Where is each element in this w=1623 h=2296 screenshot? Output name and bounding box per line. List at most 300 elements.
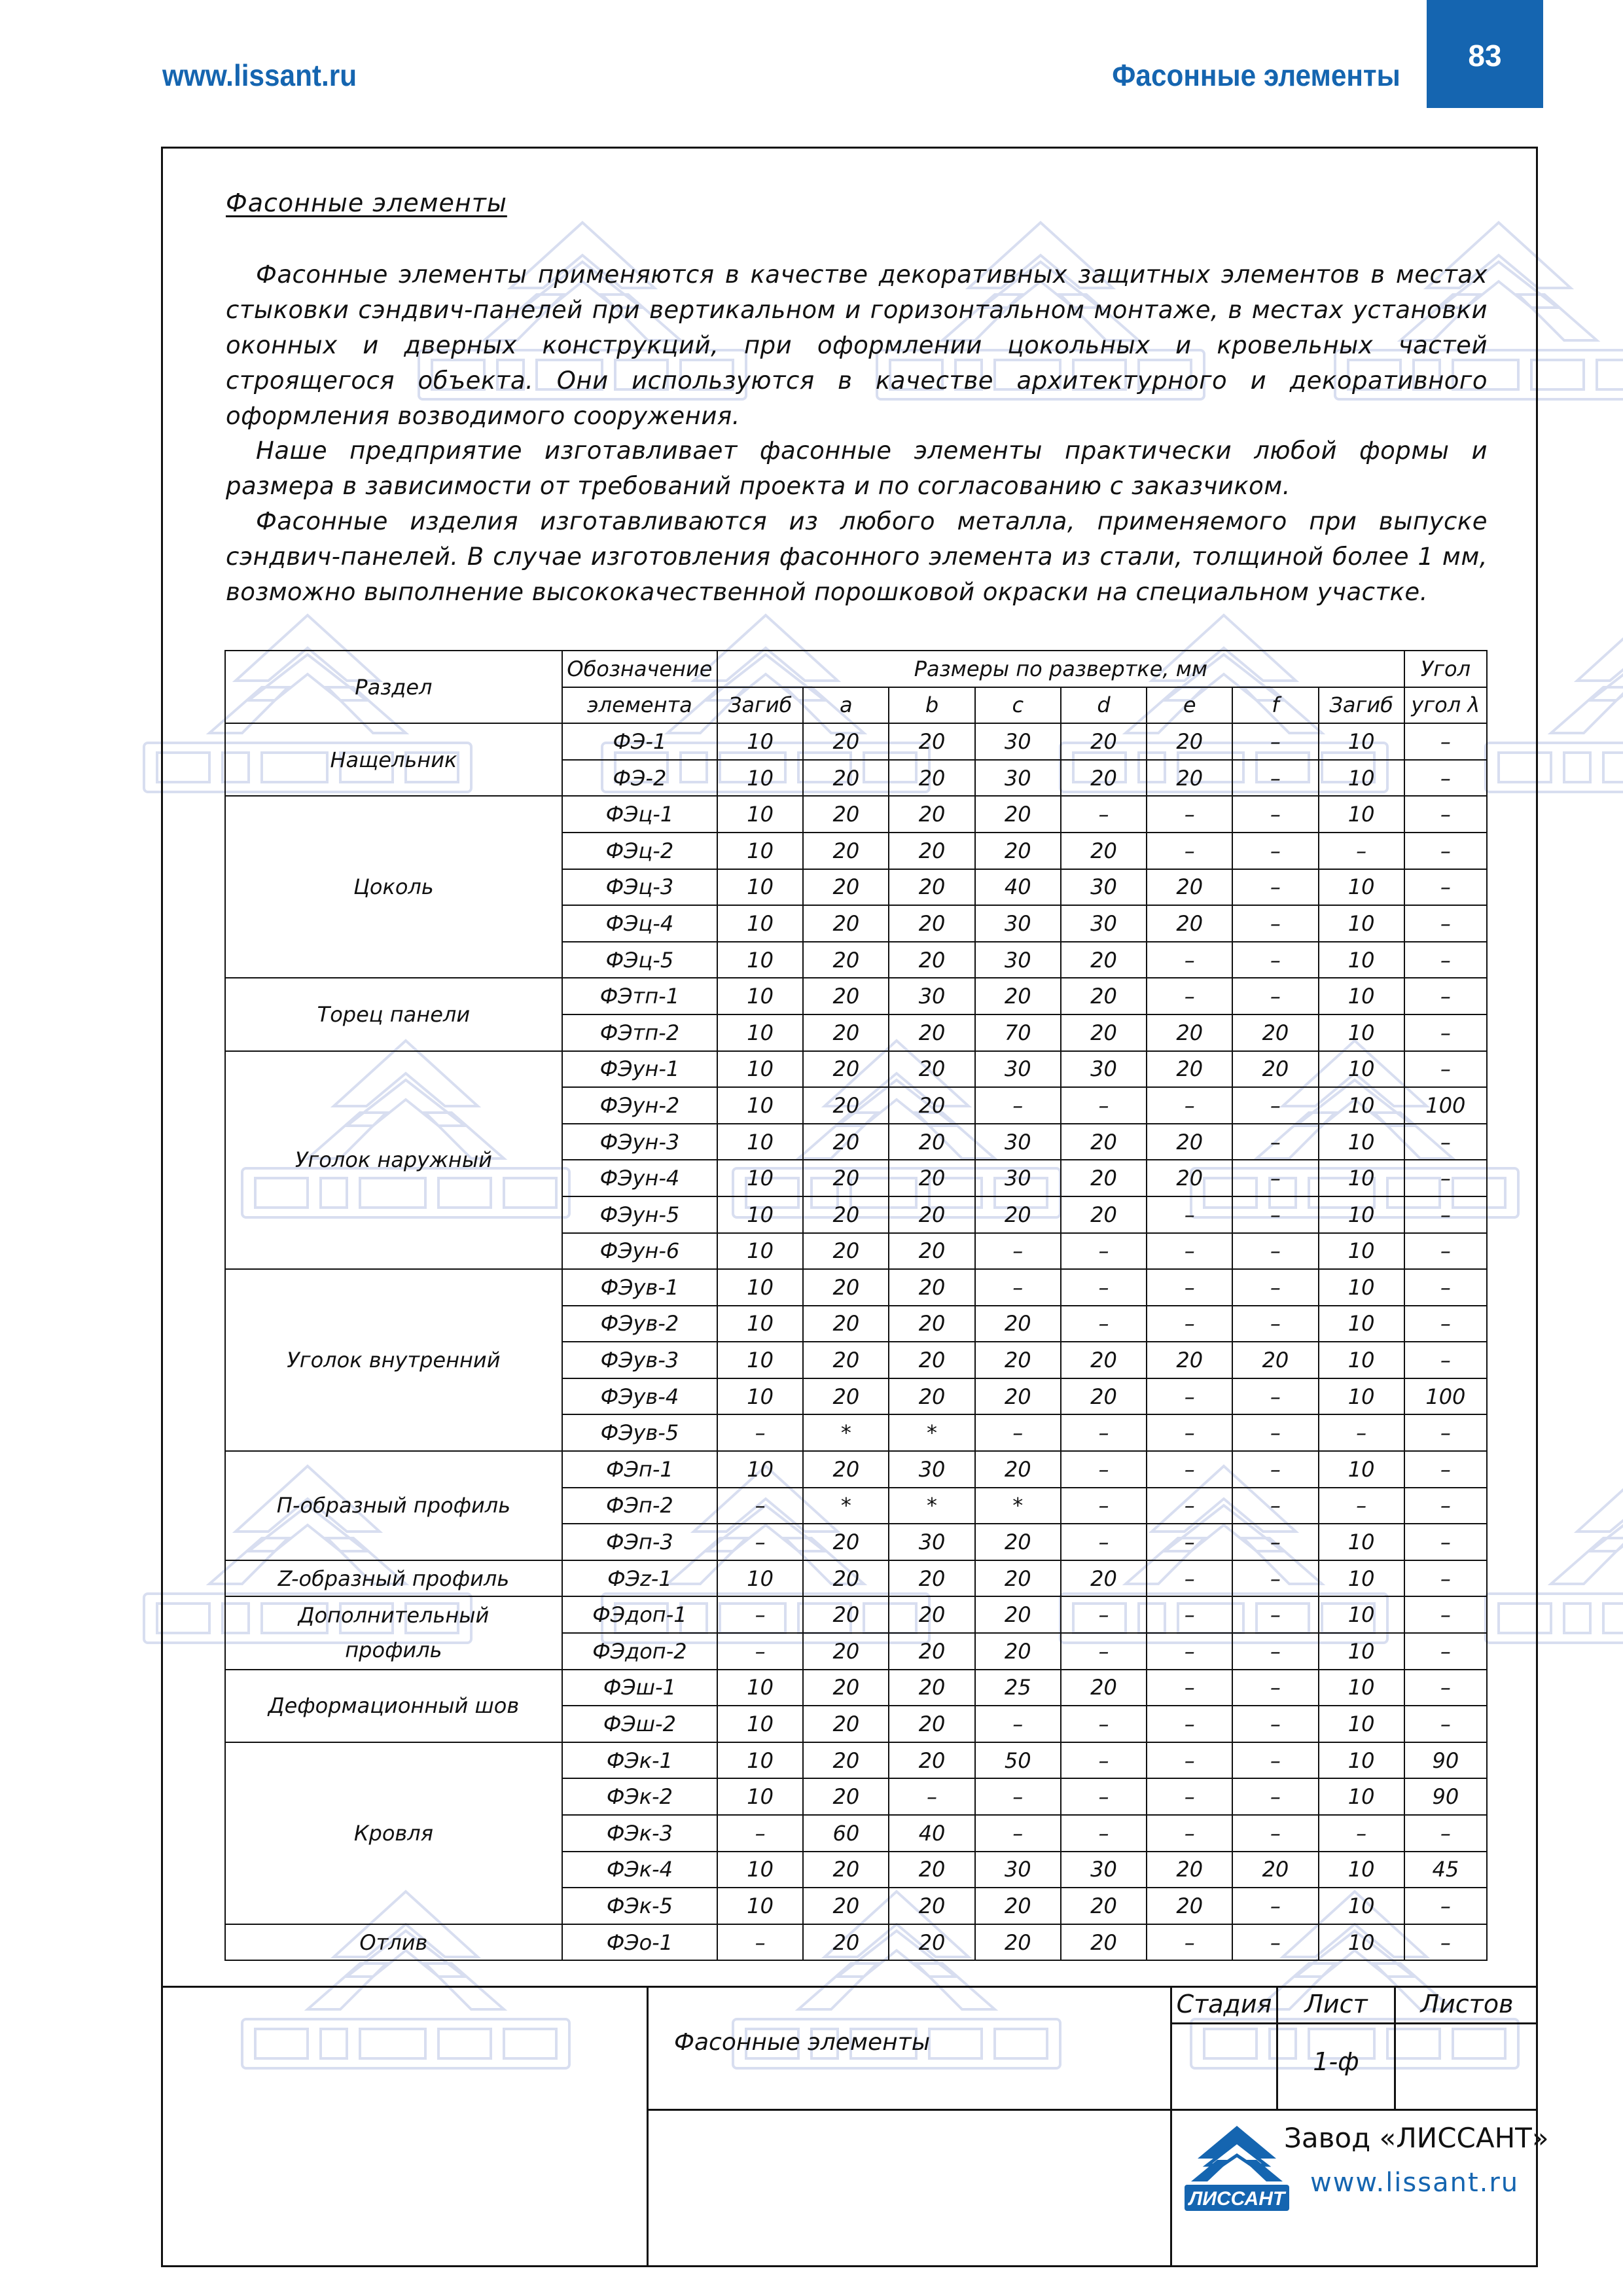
value-cell: 20 <box>1147 905 1232 942</box>
value-cell: 20 <box>889 1924 974 1961</box>
value-cell: 10 <box>717 1051 803 1088</box>
value-cell: 10 <box>717 1778 803 1815</box>
value-cell: 30 <box>975 1124 1061 1160</box>
table-row <box>225 1560 1487 1597</box>
value-cell: 20 <box>889 1342 974 1378</box>
value-cell: 20 <box>1147 1124 1232 1160</box>
value-cell: – <box>1404 1014 1487 1051</box>
value-cell: – <box>1147 978 1232 1014</box>
value-cell: 20 <box>1061 1160 1147 1196</box>
value-cell: 10 <box>717 1014 803 1051</box>
value-cell: 20 <box>889 1633 974 1670</box>
sheets-label: Листов <box>1420 1990 1514 2018</box>
value-cell: 20 <box>803 869 889 906</box>
value-cell: 10 <box>717 1560 803 1597</box>
value-cell: – <box>1232 1269 1318 1306</box>
sheet-label: Лист <box>1304 1990 1368 2018</box>
value-cell: 20 <box>889 1742 974 1779</box>
designation-cell: ФЭув-2 <box>562 1306 717 1342</box>
value-cell: 20 <box>1147 1014 1232 1051</box>
value-cell: 20 <box>975 1633 1061 1670</box>
value-cell: 10 <box>1319 942 1404 978</box>
value-cell: – <box>1232 1742 1318 1779</box>
value-cell: – <box>1404 723 1487 760</box>
value-cell: 20 <box>889 1196 974 1233</box>
value-cell: – <box>1232 1815 1318 1852</box>
value-cell: 20 <box>1061 942 1147 978</box>
subheader-cell: Загиб <box>717 687 803 724</box>
value-cell: – <box>975 1815 1061 1852</box>
value-cell: 10 <box>1319 1560 1404 1597</box>
value-cell: – <box>1061 1778 1147 1815</box>
designation-cell: ФЭун-4 <box>562 1160 717 1196</box>
value-cell: 10 <box>717 796 803 833</box>
value-cell: 20 <box>1232 1014 1318 1051</box>
value-cell: – <box>717 1414 803 1451</box>
value-cell: – <box>1319 1488 1404 1524</box>
value-cell: 20 <box>1061 833 1147 869</box>
value-cell: 30 <box>1061 905 1147 942</box>
section-cell: Нащельник <box>225 723 562 796</box>
value-cell: – <box>1147 1269 1232 1306</box>
value-cell: 20 <box>975 1524 1061 1560</box>
table-row <box>225 1742 1487 1779</box>
section-cell-line: Дополнительный <box>298 1603 490 1628</box>
value-cell: 20 <box>803 1596 889 1633</box>
value-cell: 10 <box>717 1342 803 1378</box>
value-cell: 20 <box>803 1888 889 1924</box>
subheader-cell: c <box>975 687 1061 724</box>
value-cell: 10 <box>1319 1633 1404 1670</box>
value-cell: – <box>1147 1488 1232 1524</box>
value-cell: – <box>1404 1051 1487 1088</box>
value-cell: – <box>1061 1633 1147 1670</box>
value-cell: 30 <box>975 723 1061 760</box>
value-cell: 20 <box>975 1306 1061 1342</box>
value-cell: 20 <box>803 1852 889 1888</box>
value-cell: – <box>1061 1414 1147 1451</box>
value-cell: – <box>1232 1633 1318 1670</box>
value-cell: 10 <box>1319 1160 1404 1196</box>
company-site-link[interactable]: www.lissant.ru <box>1310 2168 1520 2198</box>
value-cell: – <box>1147 1778 1232 1815</box>
value-cell: 20 <box>889 796 974 833</box>
value-cell: 20 <box>975 1342 1061 1378</box>
designation-cell: ФЭун-5 <box>562 1196 717 1233</box>
value-cell: 20 <box>803 1124 889 1160</box>
value-cell: 20 <box>803 1778 889 1815</box>
value-cell: 20 <box>803 1051 889 1088</box>
value-cell: 20 <box>1061 760 1147 797</box>
value-cell: 10 <box>1319 1196 1404 1233</box>
value-cell: 30 <box>975 760 1061 797</box>
section-cell: Торец панели <box>225 978 562 1050</box>
value-cell: 20 <box>803 760 889 797</box>
value-cell: 20 <box>975 1560 1061 1597</box>
table-row <box>225 1269 1487 1306</box>
value-cell: 30 <box>975 1160 1061 1196</box>
subheader-cell: Загиб <box>1319 687 1404 724</box>
value-cell: – <box>1147 1670 1232 1706</box>
value-cell: 10 <box>717 1269 803 1306</box>
value-cell: 20 <box>803 1706 889 1742</box>
value-cell: 30 <box>975 942 1061 978</box>
value-cell: – <box>1147 942 1232 978</box>
value-cell: 10 <box>717 905 803 942</box>
value-cell: – <box>1232 1596 1318 1633</box>
value-cell: – <box>1319 1815 1404 1852</box>
value-cell: – <box>1404 1888 1487 1924</box>
value-cell: – <box>1232 1488 1318 1524</box>
value-cell: – <box>1147 1633 1232 1670</box>
designation-cell: ФЭдоп-1 <box>562 1596 717 1633</box>
table-row <box>225 723 1487 760</box>
table-body <box>225 723 1487 1960</box>
designation-cell: ФЭп-3 <box>562 1524 717 1560</box>
value-cell: – <box>1404 1633 1487 1670</box>
value-cell: – <box>1232 1196 1318 1233</box>
value-cell: 70 <box>975 1014 1061 1051</box>
value-cell: – <box>1404 796 1487 833</box>
header-title: Фасонные элементы <box>1112 58 1400 92</box>
value-cell: 20 <box>803 1014 889 1051</box>
value-cell: 20 <box>803 942 889 978</box>
value-cell: – <box>1147 1524 1232 1560</box>
company-name: Завод «ЛИССАНТ» <box>1284 2122 1549 2154</box>
value-cell: 30 <box>1061 1852 1147 1888</box>
value-cell: – <box>717 1488 803 1524</box>
value-cell: – <box>1404 760 1487 797</box>
value-cell: 20 <box>803 1524 889 1560</box>
value-cell: 20 <box>1147 723 1232 760</box>
value-cell: 20 <box>889 905 974 942</box>
value-cell: 30 <box>1061 869 1147 906</box>
value-cell: 20 <box>803 723 889 760</box>
section-title: Фасонные элементы <box>226 188 507 217</box>
value-cell: 30 <box>889 978 974 1014</box>
value-cell: 20 <box>889 1596 974 1633</box>
value-cell: 30 <box>975 1852 1061 1888</box>
value-cell: 20 <box>1061 1196 1147 1233</box>
value-cell: 60 <box>803 1815 889 1852</box>
value-cell: 10 <box>717 1852 803 1888</box>
value-cell: 10 <box>717 869 803 906</box>
page-number: 83 <box>1468 39 1502 73</box>
value-cell: 20 <box>975 833 1061 869</box>
value-cell: 10 <box>1319 760 1404 797</box>
value-cell: – <box>717 1524 803 1560</box>
value-cell: 20 <box>889 1233 974 1270</box>
designation-cell: ФЭк-3 <box>562 1815 717 1852</box>
value-cell: – <box>1232 1378 1318 1415</box>
value-cell: – <box>1232 1414 1318 1451</box>
value-cell: 20 <box>803 1560 889 1597</box>
value-cell: – <box>1232 1087 1318 1124</box>
value-cell: 100 <box>1404 1087 1487 1124</box>
value-cell: – <box>1232 1778 1318 1815</box>
value-cell: – <box>1404 1306 1487 1342</box>
value-cell: 10 <box>717 1087 803 1124</box>
designation-cell: ФЭц-1 <box>562 796 717 833</box>
value-cell: 20 <box>1061 1378 1147 1415</box>
value-cell: – <box>975 1269 1061 1306</box>
value-cell: – <box>1404 978 1487 1014</box>
logo-text: ЛИССАНТ <box>1188 2188 1285 2210</box>
table-row <box>225 1924 1487 1961</box>
value-cell: 20 <box>975 1451 1061 1488</box>
value-cell: 20 <box>889 869 974 906</box>
value-cell: 10 <box>717 833 803 869</box>
value-cell: – <box>975 1414 1061 1451</box>
value-cell: 20 <box>975 1596 1061 1633</box>
subheader-cell: угол λ <box>1404 687 1487 724</box>
value-cell: 20 <box>803 905 889 942</box>
value-cell: – <box>1061 1596 1147 1633</box>
value-cell: – <box>1232 1888 1318 1924</box>
value-cell: 10 <box>1319 1596 1404 1633</box>
value-cell: 20 <box>803 1633 889 1670</box>
value-cell: 10 <box>1319 1670 1404 1706</box>
designation-cell: ФЭув-5 <box>562 1414 717 1451</box>
value-cell: – <box>1232 978 1318 1014</box>
designation-cell: ФЭц-2 <box>562 833 717 869</box>
value-cell: 10 <box>1319 723 1404 760</box>
value-cell: 20 <box>1061 1888 1147 1924</box>
value-cell: 20 <box>803 1306 889 1342</box>
value-cell: – <box>1404 1706 1487 1742</box>
value-cell: – <box>1404 1815 1487 1852</box>
value-cell: – <box>717 1633 803 1670</box>
header-designation-2: элемента <box>562 687 717 724</box>
value-cell: 10 <box>1319 1378 1404 1415</box>
value-cell: – <box>717 1924 803 1961</box>
value-cell: – <box>1061 1087 1147 1124</box>
value-cell: – <box>1061 1306 1147 1342</box>
value-cell: – <box>1319 1414 1404 1451</box>
value-cell: 20 <box>975 1196 1061 1233</box>
value-cell: – <box>1404 1160 1487 1196</box>
value-cell: – <box>1404 942 1487 978</box>
value-cell: – <box>1147 833 1232 869</box>
value-cell: 20 <box>889 1087 974 1124</box>
section-cell: П-образный профиль <box>225 1451 562 1560</box>
value-cell: – <box>1404 1560 1487 1597</box>
value-cell: – <box>1404 1488 1487 1524</box>
section-cell: Цоколь <box>225 796 562 978</box>
value-cell: 20 <box>889 1560 974 1597</box>
value-cell: 10 <box>1319 1888 1404 1924</box>
designation-cell: ФЭ-2 <box>562 760 717 797</box>
stage-label: Стадия <box>1176 1990 1272 2018</box>
value-cell: 20 <box>889 1852 974 1888</box>
value-cell: 20 <box>1232 1342 1318 1378</box>
subheader-cell: e <box>1147 687 1232 724</box>
value-cell: 20 <box>803 1451 889 1488</box>
value-cell: * <box>889 1488 974 1524</box>
value-cell: 30 <box>975 1051 1061 1088</box>
paragraph-manufacturing: Наше предприятие изготавливает фасонные элементы практически любой формы и размера в зависимости от требований проекта и по согласованию с заказчиком. <box>226 437 1488 500</box>
value-cell: 20 <box>1061 1560 1147 1597</box>
value-cell: – <box>1232 1306 1318 1342</box>
table-row <box>225 1596 1487 1633</box>
value-cell: 20 <box>1061 1124 1147 1160</box>
value-cell: 20 <box>1061 1924 1147 1961</box>
value-cell: 10 <box>717 1378 803 1415</box>
value-cell: – <box>1319 833 1404 869</box>
value-cell: 20 <box>889 833 974 869</box>
value-cell: 40 <box>889 1815 974 1852</box>
value-cell: 40 <box>975 869 1061 906</box>
value-cell: 20 <box>889 1306 974 1342</box>
sheet-value: 1-ф <box>1313 2047 1359 2076</box>
value-cell: – <box>1061 1742 1147 1779</box>
value-cell: – <box>975 1706 1061 1742</box>
designation-cell: ФЭц-5 <box>562 942 717 978</box>
value-cell: – <box>1147 1378 1232 1415</box>
value-cell: – <box>717 1596 803 1633</box>
value-cell: 20 <box>889 1124 974 1160</box>
value-cell: 10 <box>717 1742 803 1779</box>
value-cell: – <box>1404 1524 1487 1560</box>
value-cell: 20 <box>803 1742 889 1779</box>
value-cell: 10 <box>717 942 803 978</box>
value-cell: 20 <box>1147 869 1232 906</box>
value-cell: 10 <box>1319 1087 1404 1124</box>
value-cell: 20 <box>889 1378 974 1415</box>
value-cell: * <box>889 1414 974 1451</box>
designation-cell: ФЭк-1 <box>562 1742 717 1779</box>
value-cell: – <box>1232 1524 1318 1560</box>
designation-cell: ФЭш-2 <box>562 1706 717 1742</box>
value-cell: 10 <box>1319 1306 1404 1342</box>
value-cell: – <box>1147 1087 1232 1124</box>
value-cell: – <box>1061 1815 1147 1852</box>
value-cell: – <box>1147 1706 1232 1742</box>
designation-cell: ФЭун-3 <box>562 1124 717 1160</box>
value-cell: 20 <box>1061 1670 1147 1706</box>
header-site-link[interactable]: www.lissant.ru <box>162 58 357 92</box>
designation-cell: ФЭп-1 <box>562 1451 717 1488</box>
value-cell: 20 <box>803 1342 889 1378</box>
value-cell: 20 <box>889 723 974 760</box>
designation-cell: ФЭо-1 <box>562 1924 717 1961</box>
value-cell: 30 <box>889 1451 974 1488</box>
designation-cell: ФЭк-5 <box>562 1888 717 1924</box>
value-cell: – <box>1232 905 1318 942</box>
value-cell: – <box>1147 1742 1232 1779</box>
value-cell: 20 <box>803 1269 889 1306</box>
value-cell: 30 <box>1061 1051 1147 1088</box>
value-cell: 20 <box>1061 1014 1147 1051</box>
paragraph-materials: Фасонные изделия изготавливаются из любого металла, применяемого при выпуске сэндвич-панелей. В случае изготовления фасонного элемента из стали, толщиной более 1 мм, возможно выполнение высококачественной порошковой окраски на специальном участке. <box>226 507 1488 606</box>
value-cell: – <box>1232 796 1318 833</box>
value-cell: – <box>1232 942 1318 978</box>
value-cell: – <box>1232 833 1318 869</box>
designation-cell: ФЭк-4 <box>562 1852 717 1888</box>
value-cell: 10 <box>1319 1706 1404 1742</box>
value-cell: 20 <box>1147 760 1232 797</box>
section-cell: Уголок внутренний <box>225 1269 562 1451</box>
value-cell: 20 <box>803 833 889 869</box>
value-cell: 20 <box>889 1051 974 1088</box>
value-cell: 20 <box>803 1924 889 1961</box>
value-cell: 100 <box>1404 1378 1487 1415</box>
value-cell: 20 <box>803 978 889 1014</box>
value-cell: 10 <box>717 1451 803 1488</box>
table-row <box>225 1670 1487 1706</box>
designation-cell: ФЭп-2 <box>562 1488 717 1524</box>
subheader-cell: a <box>803 687 889 724</box>
designation-cell: ФЭун-6 <box>562 1233 717 1270</box>
value-cell: – <box>975 1778 1061 1815</box>
table-row <box>225 978 1487 1014</box>
value-cell: – <box>1232 1124 1318 1160</box>
value-cell: – <box>1061 1233 1147 1270</box>
section-cell: Отлив <box>225 1924 562 1961</box>
designation-cell: ФЭц-4 <box>562 905 717 942</box>
value-cell: 30 <box>889 1524 974 1560</box>
value-cell: 10 <box>1319 978 1404 1014</box>
value-cell: 10 <box>1319 1342 1404 1378</box>
value-cell: – <box>1404 1233 1487 1270</box>
designation-cell: ФЭув-3 <box>562 1342 717 1378</box>
value-cell: 20 <box>889 1706 974 1742</box>
value-cell: – <box>1147 1924 1232 1961</box>
header-designation: Обозначение <box>562 651 717 687</box>
value-cell: 10 <box>1319 1924 1404 1961</box>
value-cell: – <box>1404 1196 1487 1233</box>
value-cell: 10 <box>1319 796 1404 833</box>
value-cell: – <box>1147 1196 1232 1233</box>
section-cell: Кровля <box>225 1742 562 1924</box>
specification-table <box>224 650 1488 1961</box>
designation-cell: ФЭк-2 <box>562 1778 717 1815</box>
page-number-tab <box>1427 0 1543 108</box>
value-cell: 20 <box>803 1196 889 1233</box>
value-cell: 20 <box>1147 1342 1232 1378</box>
section-cell <box>225 1596 562 1669</box>
value-cell: – <box>1404 1596 1487 1633</box>
value-cell: 20 <box>1232 1852 1318 1888</box>
designation-cell: ФЭ-1 <box>562 723 717 760</box>
value-cell: 10 <box>717 1196 803 1233</box>
value-cell: 90 <box>1404 1742 1487 1779</box>
value-cell: – <box>1147 796 1232 833</box>
value-cell: 20 <box>1147 1051 1232 1088</box>
value-cell: 10 <box>1319 1051 1404 1088</box>
value-cell: 20 <box>1061 978 1147 1014</box>
designation-cell: ФЭц-3 <box>562 869 717 906</box>
value-cell: 10 <box>717 723 803 760</box>
value-cell: – <box>1404 1451 1487 1488</box>
value-cell: 30 <box>975 905 1061 942</box>
value-cell: – <box>1147 1233 1232 1270</box>
value-cell: – <box>889 1778 974 1815</box>
value-cell: 10 <box>1319 1269 1404 1306</box>
designation-cell: ФЭш-1 <box>562 1670 717 1706</box>
value-cell: – <box>1061 1488 1147 1524</box>
value-cell: 10 <box>1319 1524 1404 1560</box>
value-cell: 20 <box>889 1014 974 1051</box>
value-cell: 10 <box>717 1888 803 1924</box>
table-row <box>225 796 1487 833</box>
value-cell: 10 <box>1319 1451 1404 1488</box>
value-cell: 10 <box>1319 905 1404 942</box>
value-cell: – <box>1061 796 1147 833</box>
value-cell: – <box>1232 760 1318 797</box>
value-cell: – <box>975 1233 1061 1270</box>
value-cell: – <box>975 1087 1061 1124</box>
